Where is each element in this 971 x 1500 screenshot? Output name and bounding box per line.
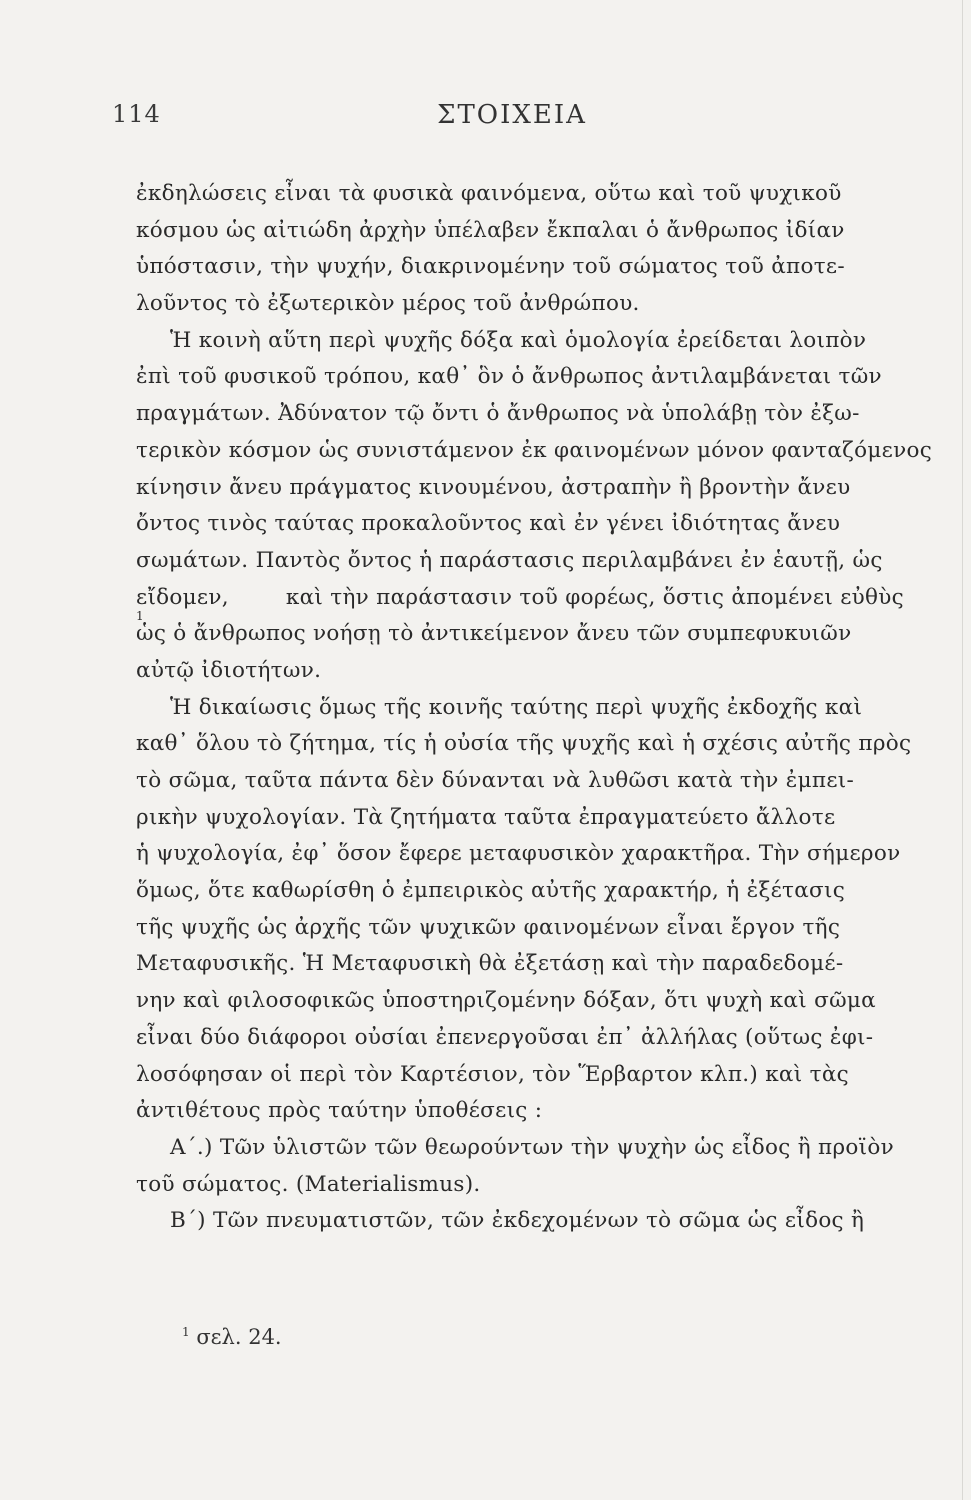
text-line-14: αὐτῷ ἰδιοτήτων. [136,657,322,683]
text-line-3: ὑπόστασιν, τὴν ψυχήν, διακρινομένην τοῦ σώματος τοῦ ἀποτε- [136,254,845,280]
text-line-7: πραγμάτων. Ἀδύνατον τῷ ὄντι ὁ ἄνθρωπος νὰ ὑπολάβῃ τὸν ἐξω- [136,401,860,427]
running-head [112,100,912,140]
text-line-23: νην καὶ φιλοσοφικῶς ὑποστηριζομένην δόξαν, ὅτι ψυχὴ καὶ σῶμα [136,988,876,1014]
text-line-25: λοσόφησαν οἱ περὶ τὸν Καρτέσιον, τὸν Ἕρβαρτον κλπ.) καὶ τὰς [136,1061,849,1087]
text-line-6: ἐπὶ τοῦ φυσικοῦ τρόπου, καθ᾽ ὃν ὁ ἄνθρωπος ἀντιλαμβάνεται τῶν [136,364,882,390]
text-line-17: τὸ σῶμα, ταῦτα πάντα δὲν δύνανται νὰ λυθῶσι κατὰ τὴν ἐμπει- [136,768,855,793]
body-text [136,176,933,1240]
text-line-9: κίνησιν ἄνευ πράγματος κινουμένου, ἀστραπὴν ἢ βροντὴν ἄνευ [136,474,851,500]
text-line-13: ὡς ὁ ἄνθρωπος νοήσῃ τὸ ἀντικείμενον ἄνευ τῶν συμπεφυκυιῶν [136,621,852,647]
text-line-16: καθ᾽ ὅλου τὸ ζήτημα, τίς ἡ οὐσία τῆς ψυχῆς καὶ ἡ σχέσις αὐτῆς πρὸς [136,731,912,757]
text-line-20: ὅμως, ὅτε καθωρίσθη ὁ ἐμπειρικὸς αὐτῆς χαρακτήρ, ἡ ἐξέτασις [136,878,846,904]
text-line-29: Β΄) Τῶν πνευματιστῶν, τῶν ἐκδεχομένων τὸ σῶμα ὡς εἶδος ἢ [170,1208,865,1234]
footnote-text: σελ. 24. [196,1325,282,1349]
text-line-21: τῆς ψυχῆς ὡς ἀρχῆς τῶν ψυχικῶν φαινομένων εἶναι ἔργον τῆς [136,914,841,940]
text-line-1: ἐκδηλώσεις εἶναι τὰ φυσικὰ φαινόμενα, οὕτω καὶ τοῦ ψυχικοῦ [136,181,842,206]
text-line-22: Μεταφυσικῆς. Ἡ Μεταφυσικὴ θὰ ἐξετάσῃ καὶ τὴν παραδεδομέ- [136,951,844,977]
text-line-27: Α΄.) Τῶν ὑλιστῶν τῶν θεωρούντων τὴν ψυχὴν ὡς εἶδος ἢ προϊὸν [170,1134,894,1160]
text-line-4: λοῦντος τὸ ἐξωτερικὸν μέρος τοῦ ἀνθρώπου. [136,291,640,317]
text-line-19: ἡ ψυχολογία, ἐφ᾽ ὅσον ἔφερε μεταφυσικὸν χαρακτῆρα. Τὴν σήμερον [136,841,901,867]
text-line-24: εἶναι δύο διάφοροι οὐσίαι ἐπενεργοῦσαι ἐπ᾽ ἀλλήλας (οὕτως ἐφι- [136,1024,874,1050]
footnote [182,1325,282,1349]
text-line-10: ὄντος τινὸς ταύτας προκαλοῦντος καὶ ἐν γένει ἰδιότητας ἄνευ [136,511,841,537]
text-line-15: Ἡ δικαίωσις ὅμως τῆς κοινῆς ταύτης περὶ ψυχῆς ἐκδοχῆς καὶ [170,694,863,720]
page-edge-line [962,0,963,1500]
footnote-marker: 1 [182,1325,190,1339]
text-line-12: εἴδομεν, 1 καὶ τὴν παράστασιν τοῦ φορέως, ὅστις ἀπομένει εὐθὺς [136,584,904,624]
text-line-11: σωμάτων. Παντὸς ὄντος ἡ παράστασις περιλαμβάνει ἐν ἑαυτῇ, ὡς [136,547,883,573]
text-line-5: Ἡ κοινὴ αὕτη περὶ ψυχῆς δόξα καὶ ὁμολογία ἐρείδεται λοιπὸν [170,327,867,353]
text-line-8: τερικὸν κόσμον ὡς συνιστάμενον ἐκ φαινομένων μόνον φανταζόμενος [136,437,933,463]
text-line-28: τοῦ σώματος. (Materialismus). [136,1171,481,1197]
page-number: 114 [112,100,161,128]
text-line-2: κόσμου ὡς αἰτιώδη ἀρχὴν ὑπέλαβεν ἔκπαλαι ὁ ἄνθρωπος ἰδίαν [136,217,845,243]
text-line-26: ἀντιθέτους πρὸς ταύτην ὑποθέσεις : [136,1098,543,1124]
running-title: ΣΤΟΙΧΕΙΑ [437,100,587,130]
text-line-18: ρικὴν ψυχολογίαν. Τὰ ζητήματα ταῦτα ἐπραγματεύετο ἄλλοτε [136,804,836,830]
